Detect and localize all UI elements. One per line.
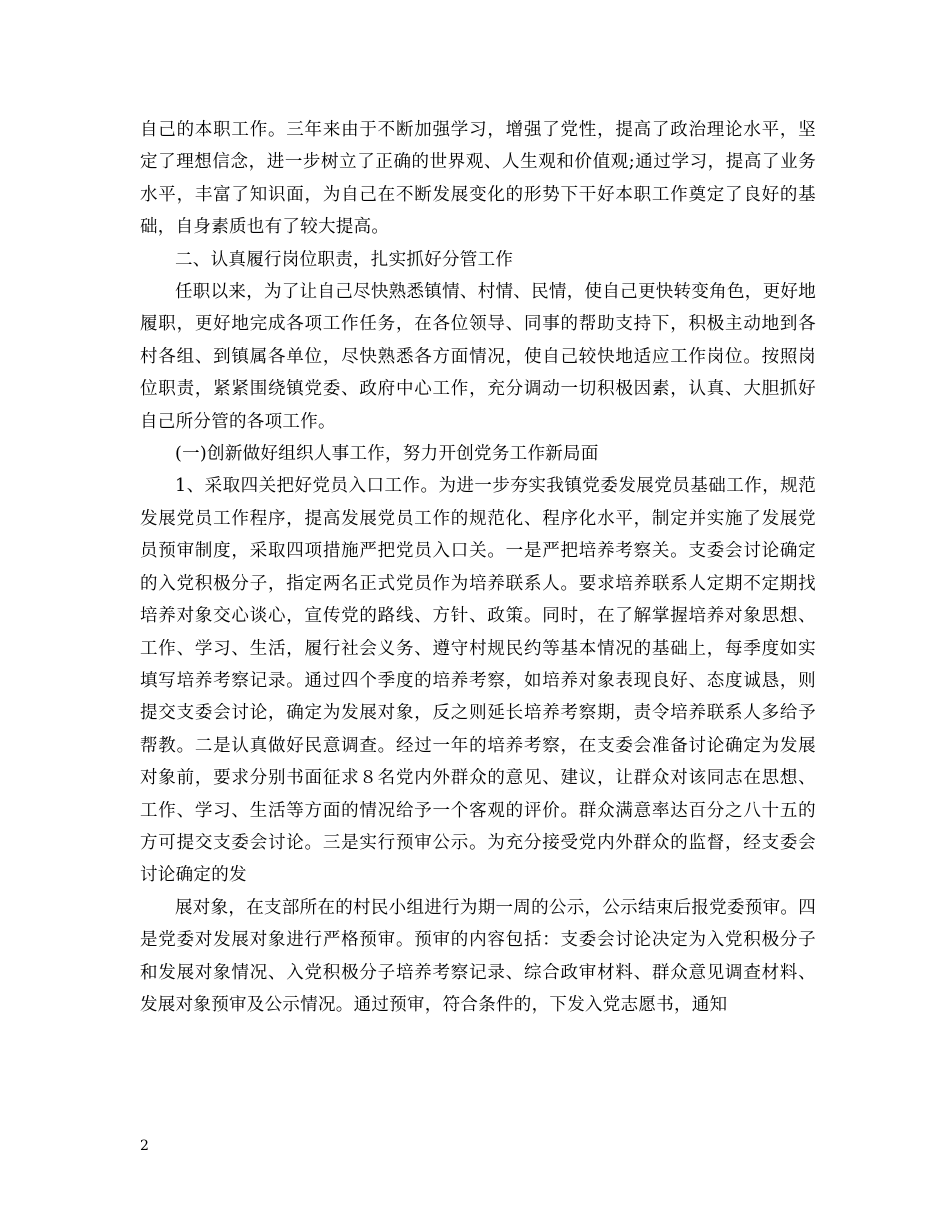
- paragraph-duties: 任职以来，为了让自己尽快熟悉镇情、村情、民情，使自己更快转变角色，更好地履职，更好地完成各项工作任务，在各位领导、同事的帮助支持下，积极主动地到各村各组、到镇属各单位，尽快熟悉各方面情况，使自己较快地适应工作岗位。按照岗位职责，紧紧围绕镇党委、政府中心工作，充分调动一切积极因素，认真、大胆抓好自己所分管的各项工作。: [140, 282, 816, 432]
- paragraph-party-admission: 1、采取四关把好党员入口工作。为进一步夯实我镇党委发展党员基础工作，规范发展党员工作程序，提高发展党员工作的规范化、程序化水平，制定并实施了发展党员预审制度，采取四项措施严把党员入口关。一是严把培养考察关。支委会讨论确定的入党积极分子，指定两名正式党员作为培养联系人。要求培养联系人定期不定期找培养对象交心谈心，宣传党的路线、方针、政策。同时，在了解掌握培养对象思想、工作、学习、生活，履行社会义务、遵守村规民约等基本情况的基础上，每季度如实填写培养考察记录。通过四个季度的培养考察，如培养对象表现良好、态度诚恳，则提交支委会讨论，确定为发展对象，反之则延长培养考察期，责令培养联系人多给予帮教。二是认真做好民意调查。经过一年的培养考察，在支委会准备讨论确定为发展对象前，要求分别书面征求８名党内外群众的意见、建议，让群众对该同志在思想、工作、学习、生活等方面的情况给予一个客观的评价。群众满意率达百分之八十五的方可提交支委会讨论。三是实行预审公示。为充分接受党内外群众的监督，经支委会讨论确定的发: [140, 476, 816, 886]
- paragraph-continuation: 自己的本职工作。三年来由于不断加强学习，增强了党性，提高了政治理论水平，坚定了理想信念，进一步树立了正确的世界观、人生观和价值观;通过学习，提高了业务水平，丰富了知识面，为自己在不断发展变化的形势下干好本职工作奠定了良好的基础，自身素质也有了较大提高。: [140, 120, 816, 238]
- section-heading-duties: 二、认真履行岗位职责，扎实抓好分管工作: [175, 249, 514, 270]
- paragraph-pre-review: 展对象，在支部所在的村民小组进行为期一周的公示，公示结束后报党委预审。四是党委对发展对象进行严格预审。预审的内容包括：支委会讨论决定为入党积极分子和发展对象情况、入党积极分子培养考察记录、综合政审材料、群众意见调查材料、发展对象预审及公示情况。通过预审，符合条件的，下发入党志愿书，通知: [140, 897, 816, 1015]
- page-number: 2: [140, 1138, 149, 1154]
- document-body: [140, 114, 816, 1021]
- subsection-heading-organization: (一)创新做好组织人事工作，努力开创党务工作新局面: [175, 444, 599, 465]
